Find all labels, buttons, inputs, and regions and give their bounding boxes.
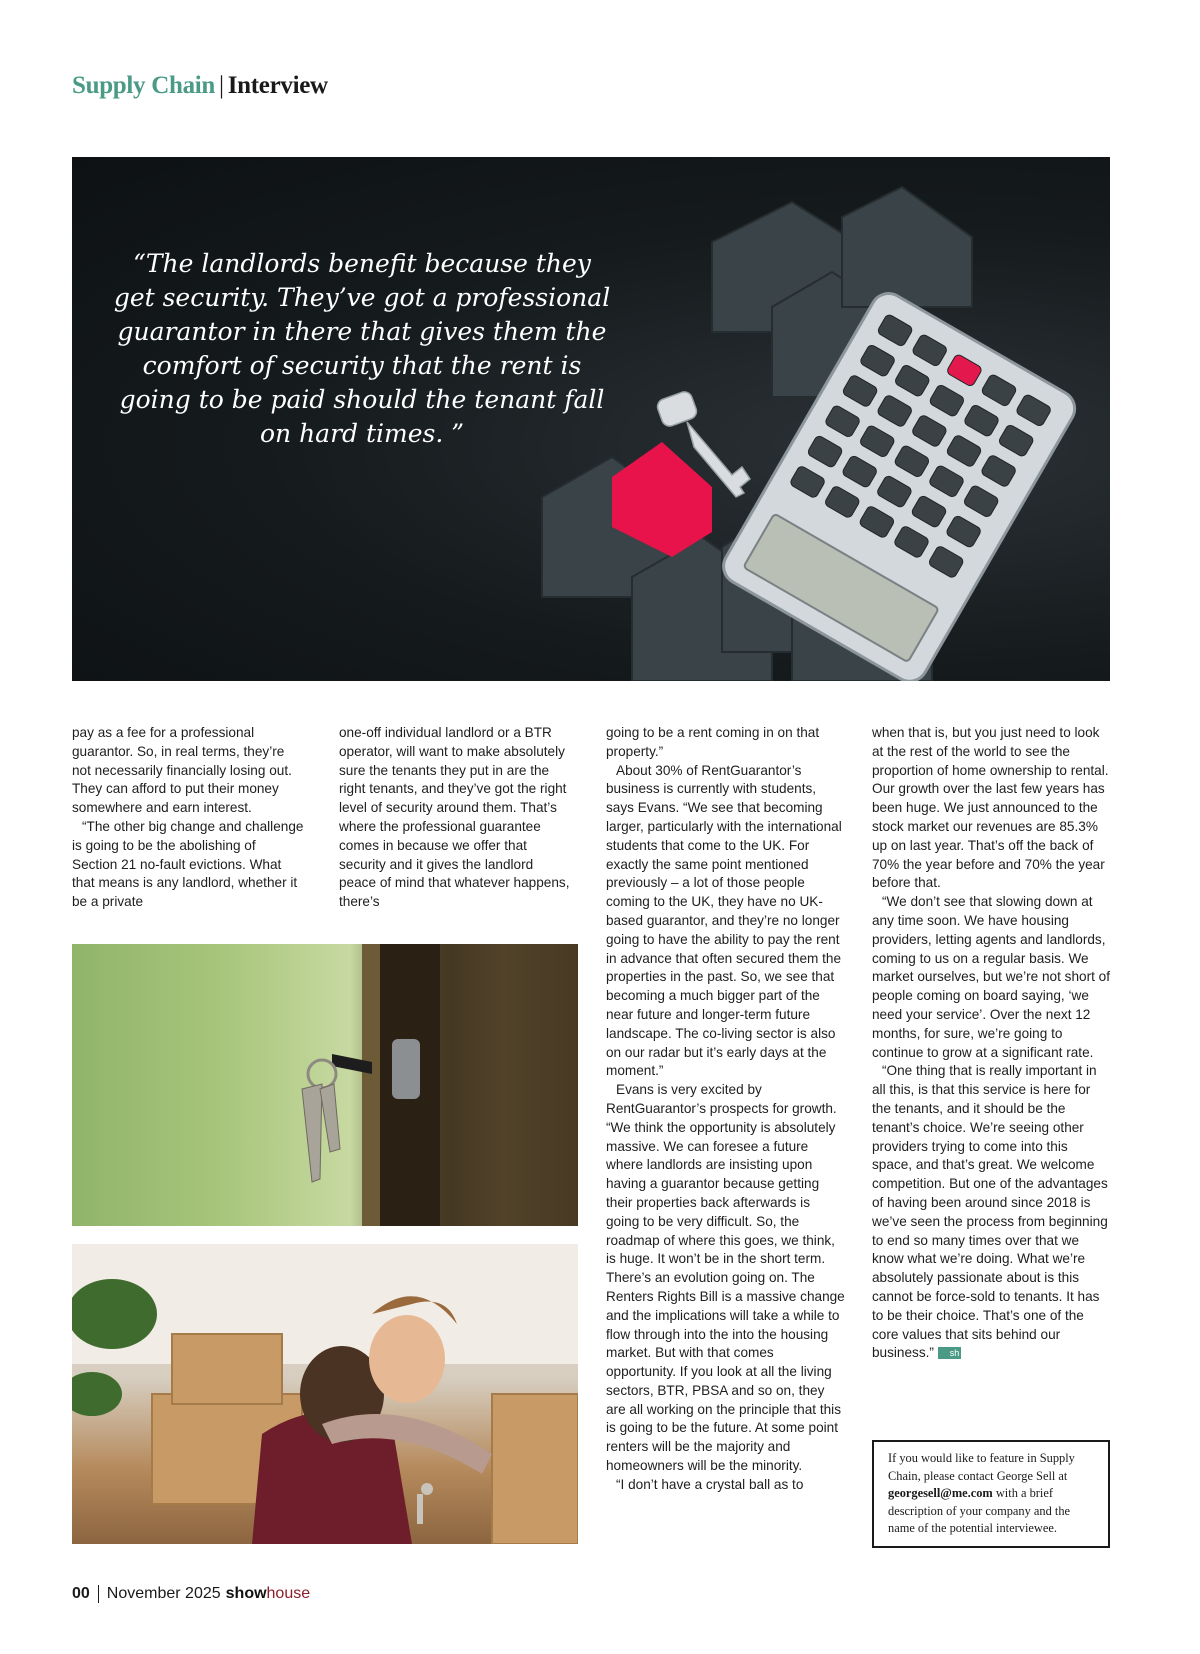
section-header	[72, 72, 328, 100]
end-mark: sh	[938, 1347, 962, 1359]
house-model	[842, 187, 972, 307]
keys-in-hand-icon	[417, 1483, 433, 1524]
issue-date: November 2025	[106, 1585, 221, 1602]
subsection-name: Interview	[227, 72, 328, 99]
contact-email[interactable]: georgesell@me.com	[888, 1486, 993, 1500]
couple-illustration	[72, 1244, 578, 1544]
photo-couple-hugging	[72, 1244, 578, 1544]
paragraph: “I don’t have a crystal ball as to	[616, 1476, 804, 1492]
text-column-3	[606, 724, 846, 1495]
brand-logo-house: house	[266, 1585, 311, 1602]
paragraph-text: “One thing that is really important in all this, is that this service is here for the tenants, and it should be the tenant’s choice. We’re seeing other providers trying to come into this space, and that’s great. We welcome competition. But one of the advantages of having been around since 2018 is we’ve seen the process from beginning to end so many times over that we know what we’re doing. What we’re absolutely passionate about is this cannot be force-sold to tenants. It has to be their choice. That’s one of the core values that sits behind our business.”	[872, 1063, 1108, 1361]
paragraph: when that is, but you just need to look at the rest of the world to see the proportion of home ownership to rental. Our growth over the last few years has been huge. We just announced to the stock market our revenues are 85.3% up on last year. That’s off the back of 70% the year before and 70% the year before that.	[872, 725, 1109, 891]
paragraph: “The other big change and challenge is going to be the abolishing of Section 21 no-fault evictions. What that means is any landlord, whether it be a private	[72, 818, 304, 910]
paragraph: Evans is very excited by RentGuarantor’s prospects for growth. “We think the opportunity is absolutely massive. We can foresee a future where landlords are insisting upon having a guarantor because getting their properties back afterwards is going to be very difficult. So, the roadmap of where this goes, we think, is huge. It won’t be in the short term. There’s an evolution going on. The Renters Rights Bill is a massive change and the implications will take a while to flow through into the into the housing market. But with that comes opportunity. If you look at all the living sectors, BTR, PBSA and so on, they are all working on the principle that this is going to be the future. At some point renters will be the majority and homeowners will be the minority.	[606, 1082, 845, 1474]
text-column-4	[872, 724, 1110, 1363]
hero-image	[72, 157, 1110, 681]
page-number: 00	[72, 1585, 90, 1602]
pull-quote: “The landlords benefit because they get security. They’ve got a professional guarantor in there that gives them the comfort of security that the rent is going to be paid should the tenant fall on hard times. ”	[113, 249, 611, 448]
contact-box	[872, 1440, 1110, 1548]
contact-text-after: with a brief description of your company and the name of the potential interviewee.	[888, 1486, 1071, 1535]
header-separator: |	[219, 72, 224, 99]
text-column-1	[72, 724, 304, 912]
paragraph: “We don’t see that slowing down at any time soon. We have housing providers, letting agents and landlords, coming to us on a regular basis. We market ourselves, but we’re not short of people coming on board saying, ‘we need your service’. Over the next 12 months, for sure, we’re going to continue to grow at a significant rate.	[872, 894, 1110, 1060]
lock-cylinder	[392, 1039, 420, 1099]
paragraph: one-off individual landlord or a BTR operator, will want to make absolutely sure the tenants they put in are the right tenants, and they’ve got the right level of security around them. That’s where the professional guarantee comes in because we offer that security and it gives the landlord peace of mind that whatever happens, there’s	[339, 725, 570, 910]
woman-face	[369, 1315, 445, 1403]
paragraph: About 30% of RentGuarantor’s business is currently with students, says Evans. “We see that becoming larger, particularly with the international students that come to the UK. For exactly the same point mentioned previously – a lot of those people coming to the UK, they have no UK-based guarantor, and they’re no longer going to have the ability to pay the rent in advance that often secured them the properties in the past. So, we see that becoming a much bigger part of the near future and longer-term future landscape. The co-living sector is also on our radar but it’s early days at the moment.”	[606, 762, 842, 1079]
contact-text-before: If you would like to feature in Supply Chain, please contact George Sell at	[888, 1451, 1075, 1483]
paragraph	[872, 1062, 1110, 1363]
photo-key-in-door	[72, 944, 578, 1226]
key-door-illustration	[72, 944, 578, 1226]
page-footer	[72, 1585, 310, 1603]
door-panel	[440, 944, 578, 1226]
section-name: Supply Chain	[72, 72, 216, 99]
footer-divider	[98, 1585, 99, 1603]
brand-logo-show: show	[225, 1585, 267, 1602]
paragraph: pay as a fee for a professional guarantor. So, in real terms, they’re not necessarily financially losing out. They can afford to put their money somewhere and earn interest.	[72, 725, 292, 816]
hanging-keys-icon	[302, 1060, 340, 1182]
paragraph: going to be a rent coming in on that property.”	[606, 725, 820, 759]
door-frame	[362, 944, 380, 1226]
text-column-2	[339, 724, 571, 912]
